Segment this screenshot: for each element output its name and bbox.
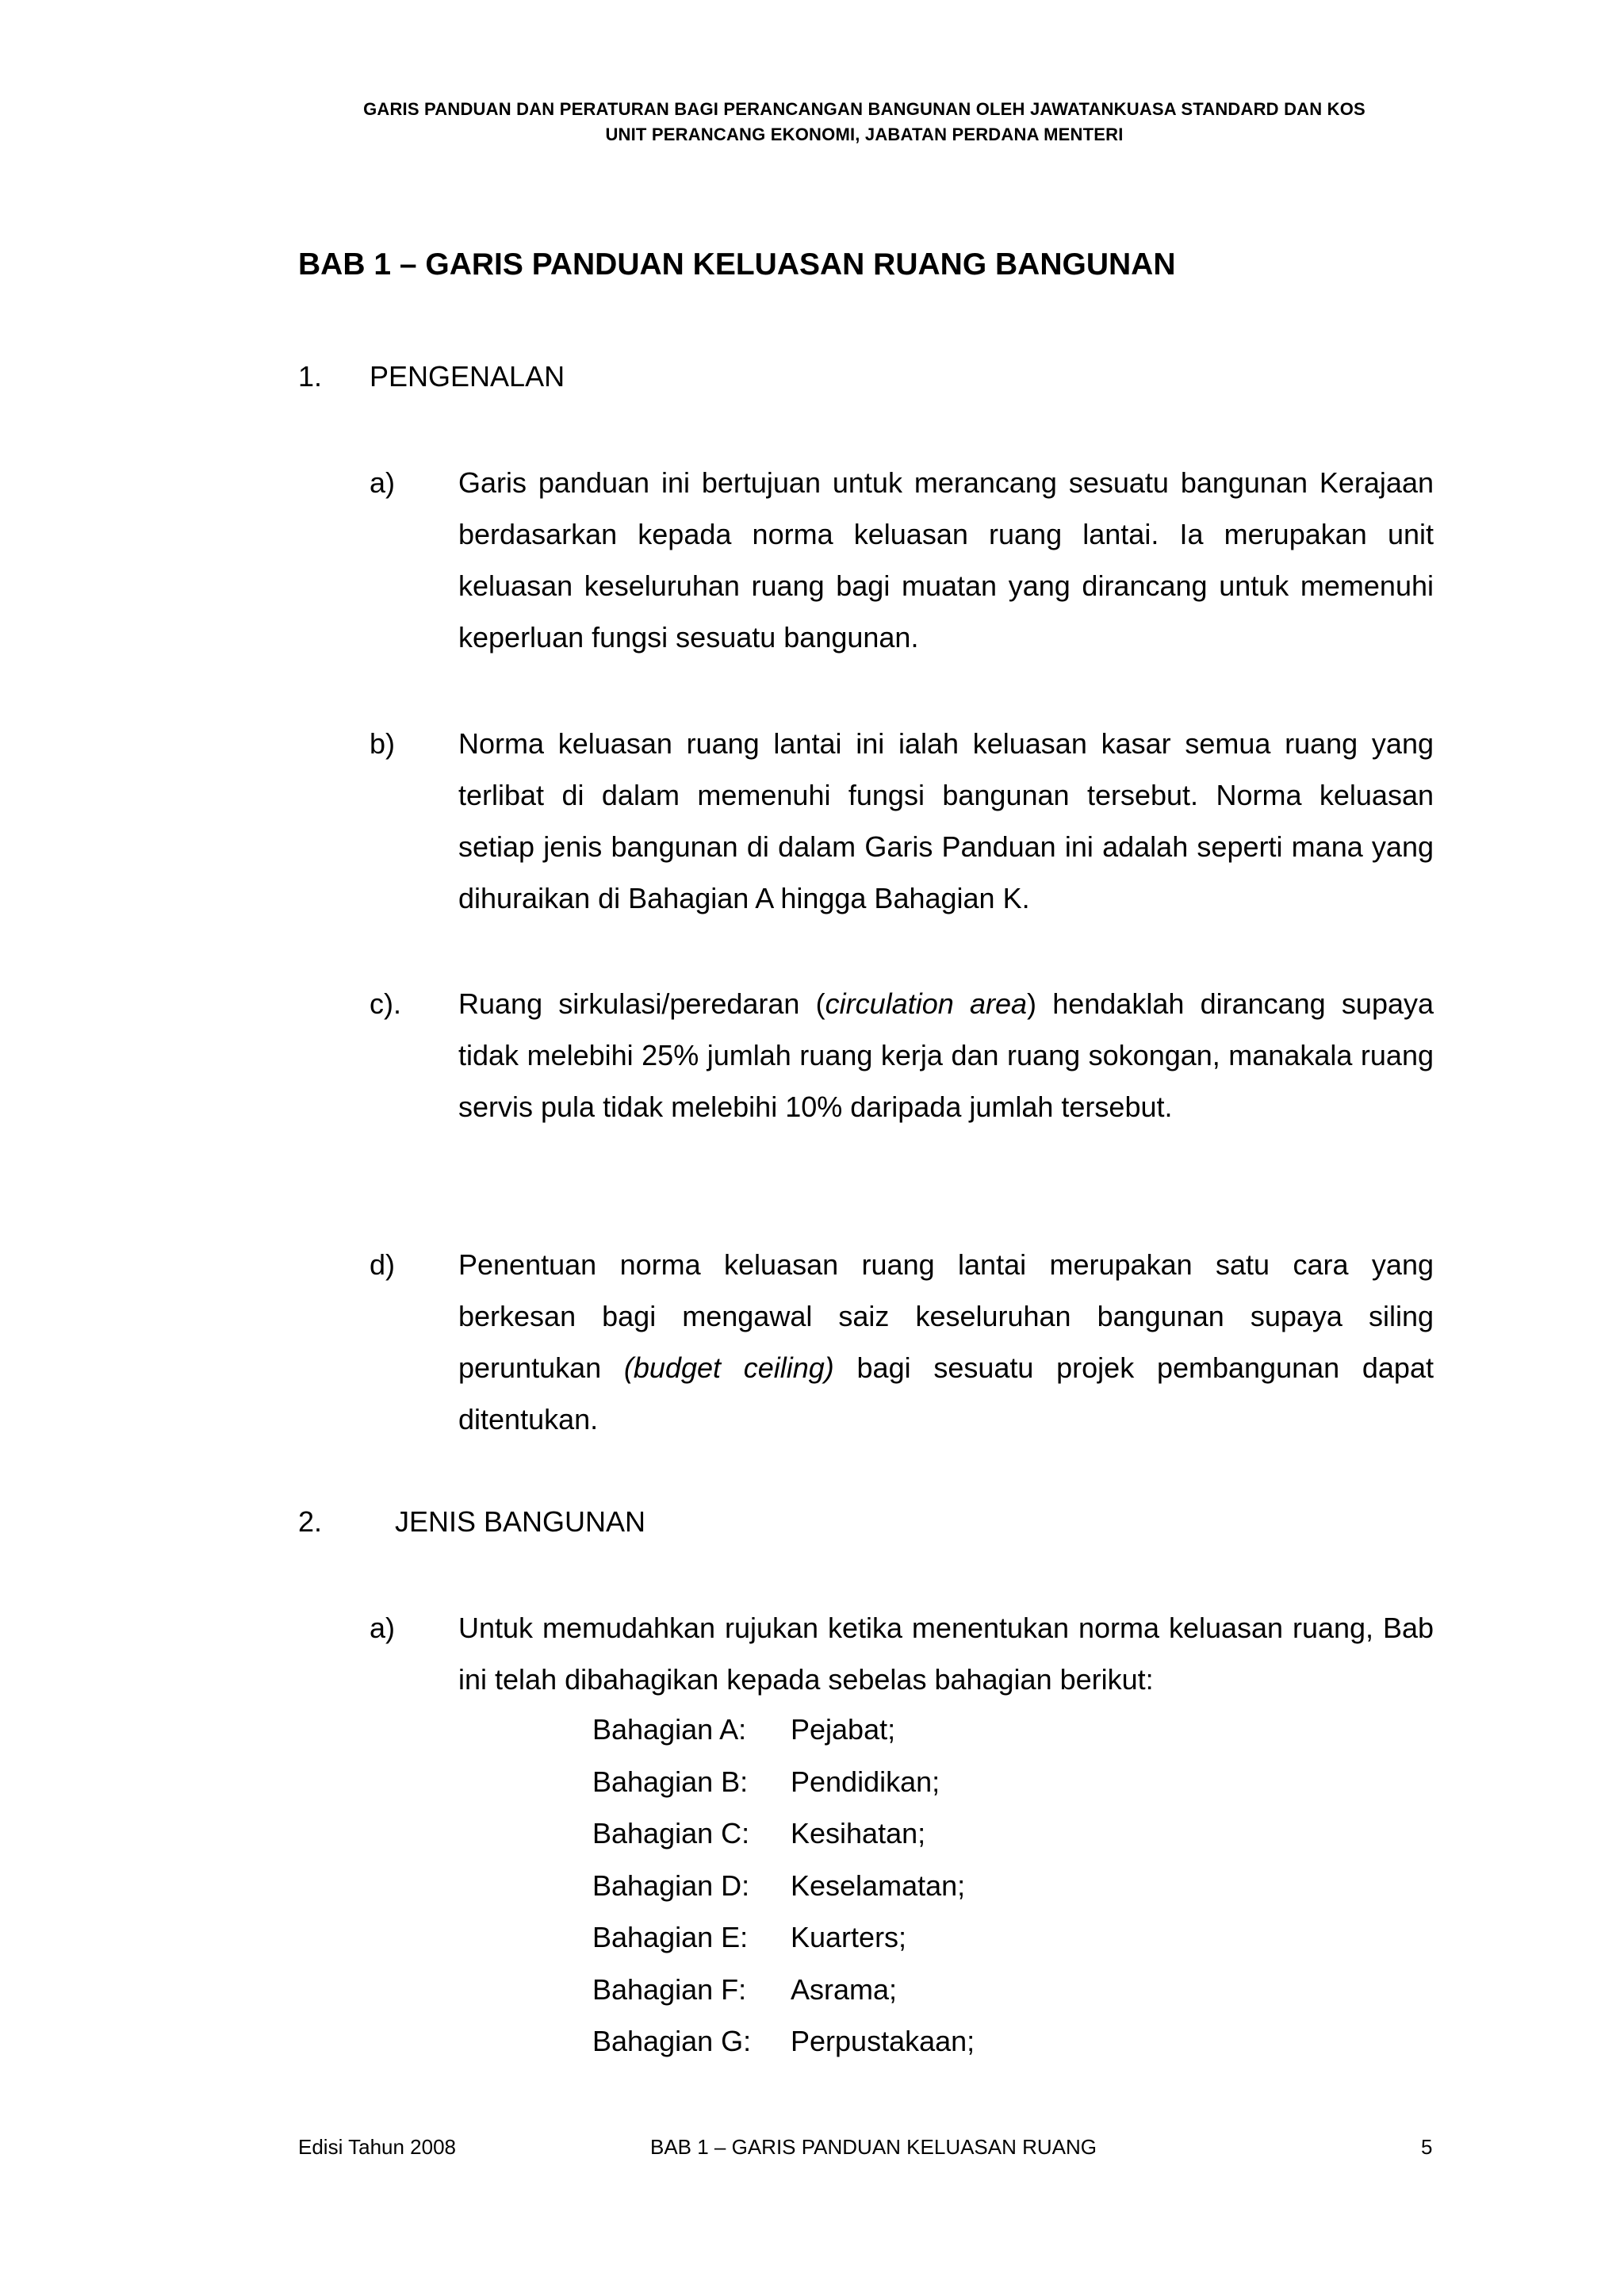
item-1a-marker: a)	[370, 466, 396, 499]
item-1b-marker: b)	[370, 727, 396, 760]
section-2-title: JENIS BANGUNAN	[395, 1505, 646, 1538]
running-header	[262, 97, 1467, 148]
item-1c-marker: c).	[370, 987, 401, 1020]
parts-list	[592, 1704, 975, 2068]
footer-edition: Edisi Tahun 2008	[298, 2135, 457, 2159]
section-2-number: 2.	[298, 1505, 323, 1538]
header-line-1: GARIS PANDUAN DAN PERATURAN BAGI PERANCANGAN BANGUNAN OLEH JAWATANKUASA STANDARD DAN KOS	[363, 99, 1365, 119]
list-item: Bahagian F: Asrama;	[592, 1972, 898, 2006]
circulation-area-term: circulation area	[825, 987, 1028, 1020]
list-item: Bahagian C: Kesihatan;	[592, 1817, 926, 1849]
item-1d-text: Penentuan norma keluasan ruang lantai merupakan satu cara yang berkesan bagi mengawal saiz keseluruhan bangunan supaya siling peruntukan (budget ceiling) bagi sesuatu projek pembangunan dapat ditentukan.	[458, 1248, 1434, 1435]
header-line-2: UNIT PERANCANG EKONOMI, JABATAN PERDANA MENTERI	[605, 125, 1124, 144]
section-1-title: PENGENALAN	[370, 360, 565, 393]
list-item: Bahagian D: Keselamatan;	[592, 1869, 966, 1902]
item-1a-text: Garis panduan ini bertujuan untuk merancang sesuatu bangunan Kerajaan berdasarkan kepada norma keluasan ruang lantai. Ia merupakan unit keluasan keseluruhan ruang bagi muatan yang dirancang untuk memenuhi keperluan fungsi sesuatu bangunan.	[458, 466, 1434, 654]
item-1d-marker: d)	[370, 1248, 396, 1281]
item-2a-marker: a)	[370, 1612, 396, 1644]
list-item: Bahagian B: Pendidikan;	[592, 1765, 940, 1798]
footer-chapter: BAB 1 – GARIS PANDUAN KELUASAN RUANG	[650, 2135, 1097, 2159]
item-2a-text: Untuk memudahkan rujukan ketika menentukan norma keluasan ruang, Bab ini telah dibahagikan kepada sebelas bahagian berikut:	[458, 1612, 1434, 1696]
item-1c-text: Ruang sirkulasi/peredaran (circulation area) hendaklah dirancang supaya tidak melebihi 25% jumlah ruang kerja dan ruang sokongan, manakala ruang servis pula tidak melebihi 10% daripada jumlah tersebut.	[458, 987, 1434, 1123]
list-item: Bahagian G: Perpustakaan;	[592, 2025, 975, 2057]
budget-ceiling-term: (budget ceiling)	[623, 1351, 834, 1384]
list-item: Bahagian E: Kuarters;	[592, 1921, 907, 1953]
page-number: 5	[1421, 2135, 1433, 2159]
chapter-title: BAB 1 – GARIS PANDUAN KELUASAN RUANG BANGUNAN	[298, 247, 1176, 282]
section-1-number: 1.	[298, 360, 323, 393]
item-1b-text: Norma keluasan ruang lantai ini ialah keluasan kasar semua ruang yang terlibat di dalam memenuhi fungsi bangunan tersebut. Norma keluasan setiap jenis bangunan di dalam Garis Panduan ini adalah seperti mana yang dihuraikan di Bahagian A hingga Bahagian K.	[458, 727, 1434, 914]
list-item: Bahagian A: Pejabat;	[592, 1713, 896, 1746]
